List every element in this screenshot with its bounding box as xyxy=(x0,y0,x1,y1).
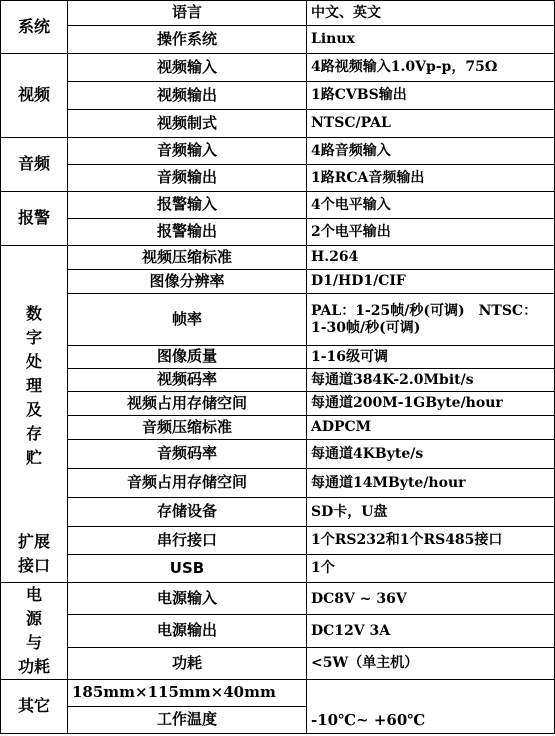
group-system: 系统 xyxy=(1,1,68,54)
row-label: 音频压缩标准 xyxy=(68,416,307,440)
table-row xyxy=(1,469,555,498)
table-row xyxy=(1,440,555,469)
table-row xyxy=(1,392,555,416)
row-value: 1个 xyxy=(307,555,555,583)
row-label: 报警输入 xyxy=(68,192,307,219)
row-label: 音频占用存储空间 xyxy=(68,469,307,498)
row-value: -10℃~ +60℃ xyxy=(307,680,555,734)
table-row xyxy=(1,219,555,246)
row-label: 电源输入 xyxy=(68,583,307,615)
row-value: 1路CVBS输出 xyxy=(307,82,555,110)
group-char: 理 xyxy=(25,376,42,396)
table-row xyxy=(1,110,555,138)
row-label: 视频占用存储空间 xyxy=(68,392,307,416)
row-value: 1路RCA音频输出 xyxy=(307,165,555,192)
row-label: 视频制式 xyxy=(68,110,307,138)
group-char: 数 xyxy=(25,304,42,324)
table-row xyxy=(1,583,555,615)
row-label: 185mm×115mm×40mm xyxy=(68,680,307,707)
row-label: 音频输出 xyxy=(68,165,307,192)
table-row xyxy=(1,527,555,555)
group-power xyxy=(1,583,68,680)
group-char: 字 xyxy=(25,328,42,348)
row-value: 每通道14MByte/hour xyxy=(307,469,555,498)
table-row xyxy=(1,680,555,707)
table-row xyxy=(1,647,555,679)
row-label: 报警输出 xyxy=(68,219,307,246)
row-value: 4路音频输入 xyxy=(307,138,555,165)
table-row xyxy=(1,192,555,219)
table-row xyxy=(1,346,555,369)
table-row xyxy=(1,498,555,527)
group-char: 处 xyxy=(25,352,42,372)
group-alarm: 报警 xyxy=(1,192,68,246)
row-label: 视频输入 xyxy=(68,54,307,82)
row-value: PAL：1-25帧/秒(可调) NTSC：1-30帧/秒(可调) xyxy=(307,294,555,346)
group-char: 与 xyxy=(25,633,42,652)
row-value: ADPCM xyxy=(307,416,555,440)
table-row xyxy=(1,138,555,165)
group-char: 及 xyxy=(25,400,42,420)
group-expansion xyxy=(1,527,68,583)
table-row xyxy=(1,26,555,54)
group-digital-processing xyxy=(1,246,68,527)
group-char: 存 xyxy=(25,424,42,444)
group-line: 接口 xyxy=(17,556,50,576)
row-label: USB xyxy=(68,555,307,583)
row-value: 1-16级可调 xyxy=(307,346,555,369)
row-label: 工作温度 xyxy=(68,707,307,734)
row-label: 串行接口 xyxy=(68,527,307,555)
row-value: 每通道4KByte/s xyxy=(307,440,555,469)
row-label: 视频码率 xyxy=(68,369,307,392)
group-other: 其它 xyxy=(1,680,68,734)
table-row xyxy=(1,555,555,583)
row-label: 视频输出 xyxy=(68,82,307,110)
row-value: DC8V ~ 36V xyxy=(307,583,555,615)
table-row xyxy=(1,270,555,294)
row-value: 中文、英文 xyxy=(307,1,555,26)
row-label: 图像质量 xyxy=(68,346,307,369)
row-value: D1/HD1/CIF xyxy=(307,270,555,294)
row-label: 帧率 xyxy=(68,294,307,346)
row-value: Linux xyxy=(307,26,555,54)
row-value: 每通道200M-1GByte/hour xyxy=(307,392,555,416)
row-label: 视频压缩标准 xyxy=(68,246,307,270)
table-row xyxy=(1,54,555,82)
row-value: SD卡，U盘 xyxy=(307,498,555,527)
row-label: 音频码率 xyxy=(68,440,307,469)
row-value: <5W（单主机） xyxy=(307,647,555,679)
table-row xyxy=(1,165,555,192)
row-label: 电源输出 xyxy=(68,615,307,647)
row-label: 操作系统 xyxy=(68,26,307,54)
row-label: 存储设备 xyxy=(68,498,307,527)
table-row xyxy=(1,416,555,440)
group-char: 电 xyxy=(25,585,42,604)
row-value: H.264 xyxy=(307,246,555,270)
row-value: 2个电平输出 xyxy=(307,219,555,246)
row-value: 4路视频输入1.0Vp-p，75Ω xyxy=(307,54,555,82)
group-video: 视频 xyxy=(1,54,68,138)
row-value: 1个RS232和1个RS485接口 xyxy=(307,527,555,555)
row-value: 每通道384K-2.0Mbit/s xyxy=(307,369,555,392)
row-value: NTSC/PAL xyxy=(307,110,555,138)
table-row xyxy=(1,246,555,270)
row-value: DC12V 3A xyxy=(307,615,555,647)
row-label: 音频输入 xyxy=(68,138,307,165)
group-char: 贮 xyxy=(25,448,42,468)
group-char: 功耗 xyxy=(17,657,50,676)
group-line: 扩展 xyxy=(17,532,50,552)
table-row xyxy=(1,294,555,346)
table-row xyxy=(1,1,555,26)
group-char: 源 xyxy=(25,609,42,628)
table-row xyxy=(1,615,555,647)
table-row xyxy=(1,369,555,392)
row-label: 功耗 xyxy=(68,647,307,679)
row-label: 图像分辨率 xyxy=(68,270,307,294)
row-label: 语言 xyxy=(68,1,307,26)
group-audio: 音频 xyxy=(1,138,68,192)
row-value: 4个电平输入 xyxy=(307,192,555,219)
table-row xyxy=(1,82,555,110)
